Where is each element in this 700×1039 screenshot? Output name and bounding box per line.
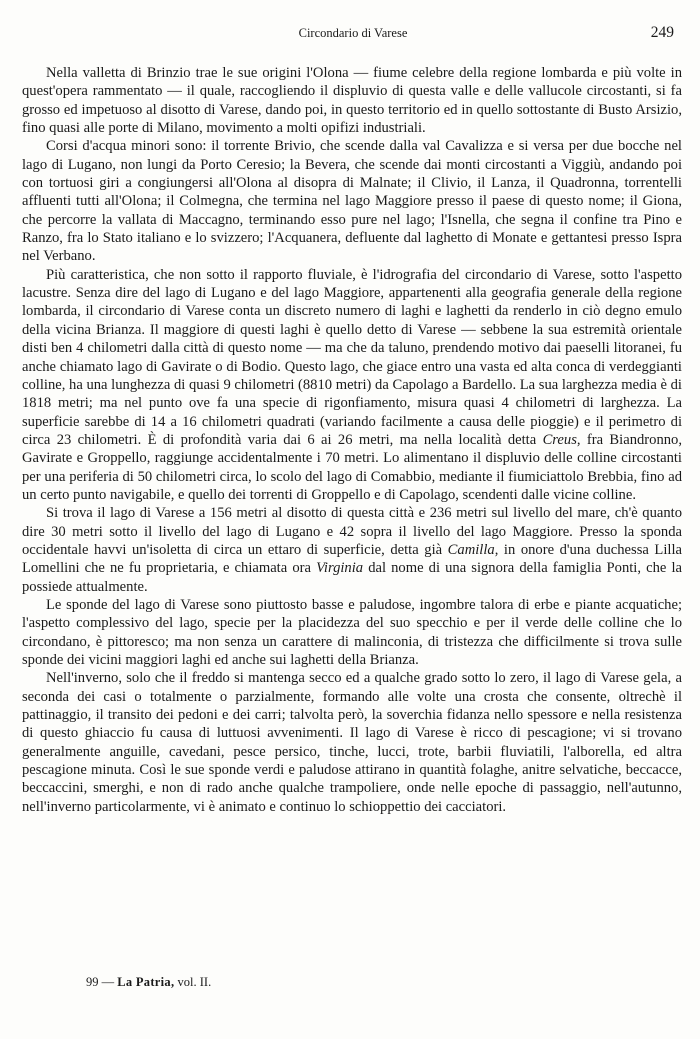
printer-signature-footer: [86, 975, 211, 990]
page-number: 249: [650, 24, 674, 41]
paragraph: Corsi d'acqua minori sono: il torrente Brivio, che scende dalla val Cavalizza e si versa per due bocche nel lago di Lugano, non lungi da Porto Ceresio; la Bevera, che scende dai monti circostanti a Viggiù, andando poi con tortuosi giri a congiungersi all'Olona al disopra di Malnate; il Clivio, il Lanza, il Quadronna, torrentelli affluenti tutti all'Olona; il Colmegna, che termina nel lago Maggiore presso il paese di questo nome; il Giona, che percorre la vallata di Maccagno, terminando esso pure nel lago; l'Isnella, che segna il confine tra Pino e Ranzo, fra lo Stato italiano e lo svizzero; l'Acquanera, defluente dal laghetto di Monate e gettantesi presso Ispra nel Verbano.: [22, 138, 682, 265]
italic-place-name: Creus: [542, 431, 577, 448]
italic-island-name: Camilla: [447, 541, 495, 558]
paragraph-text: dal nome di una signora della famiglia Ponti, che la possiede attualmente.: [22, 560, 682, 595]
signature-mark: 99 —: [86, 975, 115, 989]
body-text: [22, 64, 682, 816]
work-title: La Patria,: [117, 975, 175, 989]
paragraph-text: Si trova il lago di Varese a 156 metri al disotto di questa città e 236 metri sul livello del mare, ch'è quanto dire 30 metri sotto il livello del lago di Lugano e 42 sopra il livello del lago Maggiore. Presso la sponda occidentale havvi un'isoletta di circa un ettaro di superficie, detta già: [22, 505, 682, 558]
volume-label: vol. II.: [177, 975, 212, 989]
paragraph: Nell'inverno, solo che il freddo si mantenga secco ed a qualche grado sotto lo zero, il lago di Varese gela, a seconda dei casi o totalmente o parzialmente, formando alle volte una crosta che consente, oltrechè il pattinaggio, il transito dei pedoni e dei carri; talvolta però, la soverchia fidanza nello spessore e nella resistenza di questo ghiaccio fu causa di luttuosi avvenimenti. Il lago di Varese è ricco di pescagione; vi si trovano generalmente anguille, cavedani, pesce persico, tinche, lucci, trote, barbii fluviatili, l'alborella, ed altra pescagione minuta. Così le sue sponde verdi e paludose attirano in quantità folaghe, anitre selvatiche, beccacce, beccaccini, smerghi, e non di rado anche qualche trampoliere, onde nelle epoche di passaggio, nell'autunno, nell'inverno particolarmente, vi è animato e continuo lo schioppettio dei cacciatori.: [22, 670, 682, 815]
paragraph: Nella valletta di Brinzio trae le sue origini l'Olona — fiume celebre della regione lombarda e più volte in quest'opera rammentato — il quale, raccogliendo il displuvio di questa valle e delle vallucole circostanti, si fa grosso ed impetuoso al disotto di Varese, dando poi, in questo territorio ed in quello sottostante di Busto Arsizio, fino quasi alle porte di Milano, movimento a molti opifizi industriali.: [22, 65, 682, 137]
running-title: Circondario di Varese: [298, 26, 408, 40]
paragraph: Le sponde del lago di Varese sono piuttosto basse e paludose, ingombre talora di erbe e piante acquatiche; l'aspetto complessivo del lago, specie per la placidezza del suo specchio e per il verde delle colline che lo circondano, è pittoresco; ma non senza un carattere di malinconia, di tristezza che difficilmente si trova sulle sponde dei vicini maggiori laghi ed anche sui laghetti della Brianza.: [22, 596, 682, 668]
running-header: [24, 26, 682, 44]
paragraph-text: Più caratteristica, che non sotto il rapporto fluviale, è l'idrografia del circondario di Varese, sotto l'aspetto lacustre. Senza dire del lago di Lugano e del lago Maggiore, appartenenti alla geografia generale della regione lombarda, il circondario di Varese conta un discreto numero di laghi e laghetti da renderlo in ciò degno emulo della vicina Brianza. Il maggiore di questi laghi è quello detto di Varese — sebbene la sua estremità orientale disti ben 4 chilometri dalla città di questo nome — ma che da taluno, prendendo motivo dai paeselli litoranei, fu anche chiamato lago di Gavirate o di Bodio. Questo lago, che giace entro una vasta ed alta conca di verdeggianti colline, ha una lunghezza di quasi 9 chilometri (8810 metri) da Capolago a Bardello. La sua larghezza media è di 1818 metri; ma nel punto ove fa una specie di rigonfiamento, misura quasi 4 chilometri di larghezza. La superficie sarebbe di 14 a 16 chilometri quadrati (variando facilmente a causa delle pioggie) e il perimetro di circa 23 chilometri. È di profondità varia dai 6 ai 26 metri, ma nella località detta: [22, 266, 682, 448]
italic-island-name: Virginia: [316, 560, 364, 577]
paragraph: [22, 504, 682, 596]
paragraph-text: , fra Biandronno, Gavirate e Groppello, raggiunge accidentalmente i 70 metri. Lo alimentano il displuvio delle colline circostanti per una periferia di 50 chilometri circa, lo scolo del lago di Comabbio, mediante il fiumiciattolo Brebbia, fino ad un certo punto navigabile, e quello dei torrenti di Groppello e di Capolago, scendenti dalle vicine colline.: [22, 431, 682, 503]
paragraph: [22, 266, 682, 504]
paragraph-text: , in onore d'una duchessa Lilla Lomellini che ne fu proprietaria, e chiamata ora: [22, 541, 682, 577]
